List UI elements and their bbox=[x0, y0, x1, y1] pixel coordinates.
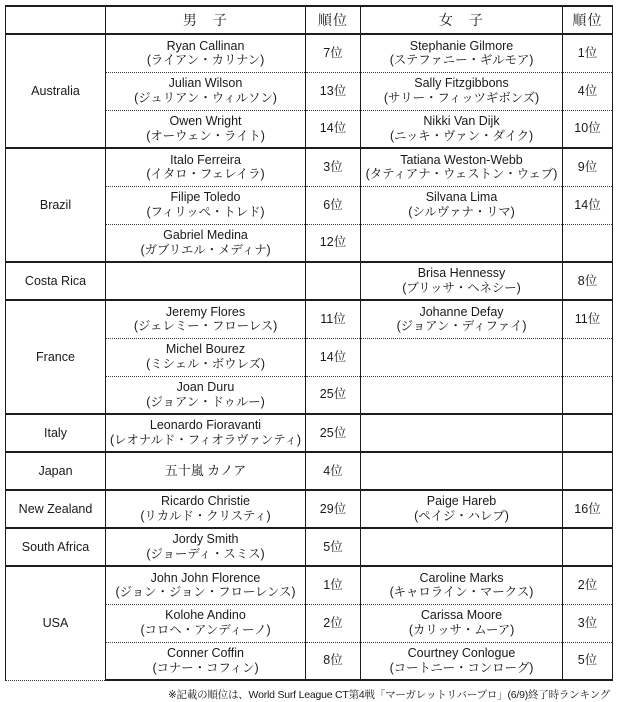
women-name-cell bbox=[361, 186, 563, 224]
men-name-en: 五十嵐 カノア bbox=[164, 463, 247, 479]
men-name-cell bbox=[106, 452, 306, 490]
men-name-en: Julian Wilson bbox=[168, 76, 243, 91]
men-name-cell bbox=[106, 642, 306, 680]
men-name-jp: (レオナルド・フィオラヴァンティ) bbox=[110, 433, 301, 447]
men-name-en: Jordy Smith bbox=[172, 532, 239, 547]
men-name-jp: (イタロ・フェレイラ) bbox=[146, 167, 265, 182]
table-row bbox=[6, 452, 613, 490]
men-name-jp: (フィリッぺ・トレド) bbox=[146, 205, 265, 219]
women-name-en: Caroline Marks bbox=[419, 570, 504, 585]
men-name-jp: (ジョーディ・スミス) bbox=[146, 547, 265, 561]
men-name-cell bbox=[106, 186, 306, 224]
women-name-cell bbox=[361, 110, 563, 148]
women-rank-cell: 2位 bbox=[563, 566, 613, 604]
women-rank-cell: 11位 bbox=[563, 300, 613, 338]
country-cell: Costa Rica bbox=[6, 262, 106, 300]
men-name-cell bbox=[106, 148, 306, 186]
women-rank-cell: 14位 bbox=[563, 186, 613, 224]
women-name-jp: (キャロライン・マークス) bbox=[389, 585, 534, 600]
men-name-cell bbox=[106, 34, 306, 72]
table-row bbox=[6, 414, 613, 452]
women-name-cell bbox=[361, 34, 563, 72]
men-rank-cell: 11位 bbox=[306, 300, 361, 338]
country-cell: Italy bbox=[6, 414, 106, 452]
men-name-jp: (ジェレミー・フローレス) bbox=[133, 319, 278, 334]
table-row bbox=[6, 528, 613, 566]
men-name-en: Jeremy Flores bbox=[165, 304, 246, 319]
men-rank-cell: 12位 bbox=[306, 224, 361, 262]
men-name-en: Leonardo Fioravanti bbox=[149, 418, 262, 433]
women-rank-cell: 4位 bbox=[563, 72, 613, 110]
men-name-en: Michel Bourez bbox=[165, 342, 246, 357]
men-rank-cell: 4位 bbox=[306, 452, 361, 490]
women-name-cell bbox=[361, 566, 563, 604]
women-name-jp: (ペイジ・ハレブ) bbox=[414, 509, 509, 523]
women-rank-cell: 1位 bbox=[563, 34, 613, 72]
surfer-roster-table bbox=[5, 5, 613, 681]
men-name-en: John John Florence bbox=[150, 570, 261, 585]
header-women: 女 子 bbox=[361, 6, 563, 34]
men-name-en: Ryan Callinan bbox=[166, 38, 245, 53]
women-name-cell bbox=[361, 490, 563, 528]
men-rank-cell: 5位 bbox=[306, 528, 361, 566]
men-rank-cell: 3位 bbox=[306, 148, 361, 186]
men-name-en: Joan Duru bbox=[176, 380, 235, 394]
men-rank-cell: 14位 bbox=[306, 338, 361, 376]
women-name-en: Johanne Defay bbox=[419, 304, 504, 319]
country-cell: France bbox=[6, 300, 106, 414]
table-row bbox=[6, 300, 613, 338]
men-rank-cell: 7位 bbox=[306, 34, 361, 72]
women-name-en: Paige Hareb bbox=[426, 494, 497, 509]
country-cell: Japan bbox=[6, 452, 106, 490]
women-rank-cell: 8位 bbox=[563, 262, 613, 300]
header-men: 男 子 bbox=[106, 6, 306, 34]
women-rank-cell bbox=[563, 528, 613, 566]
table-body bbox=[6, 34, 613, 680]
men-name-en: Gabriel Medina bbox=[163, 228, 248, 242]
women-rank-cell bbox=[563, 338, 613, 376]
men-name-jp: (リカルド・クリスティ) bbox=[140, 509, 271, 523]
women-name-jp: (ステファニー・ギルモア) bbox=[389, 53, 534, 68]
header-country bbox=[6, 6, 106, 34]
country-cell: Australia bbox=[6, 34, 106, 148]
women-rank-cell: 16位 bbox=[563, 490, 613, 528]
men-name-jp: (ミシェル・ボウレズ) bbox=[146, 357, 265, 371]
table-row bbox=[6, 34, 613, 72]
men-name-en: Ricardo Christie bbox=[161, 494, 250, 509]
women-name-en: Nikki Van Dijk bbox=[423, 114, 500, 128]
women-rank-cell: 3位 bbox=[563, 604, 613, 642]
header-rank-men: 順位 bbox=[306, 6, 361, 34]
women-name-cell bbox=[361, 300, 563, 338]
women-name-cell bbox=[361, 72, 563, 110]
men-name-en: Kolohe Andino bbox=[165, 608, 246, 623]
women-rank-cell bbox=[563, 452, 613, 490]
men-name-jp: (ガブリエル・メディナ) bbox=[140, 242, 271, 257]
country-cell: South Africa bbox=[6, 528, 106, 566]
men-name-jp: (ジョアン・ドゥルー) bbox=[146, 394, 265, 409]
table-row bbox=[6, 262, 613, 300]
women-name-cell bbox=[361, 414, 563, 452]
women-name-cell bbox=[361, 452, 563, 490]
women-rank-cell: 9位 bbox=[563, 148, 613, 186]
women-rank-cell bbox=[563, 376, 613, 414]
table-row bbox=[6, 148, 613, 186]
men-name-cell bbox=[106, 414, 306, 452]
footnote: ※記載の順位は、World Surf League CT第4戦「マーガレットリバープロ」(6/9)終了時ランキング bbox=[167, 689, 610, 701]
women-name-jp: (タティアナ・ウェストン・ウェブ) bbox=[365, 167, 558, 182]
men-name-jp: (オーウェン・ライト) bbox=[146, 128, 265, 143]
women-name-jp: (シルヴァナ・リマ) bbox=[408, 205, 515, 219]
men-name-en: Conner Coffin bbox=[167, 646, 244, 660]
men-name-cell bbox=[106, 224, 306, 262]
men-name-cell bbox=[106, 604, 306, 642]
men-name-jp: (コナー・コフィン) bbox=[152, 660, 259, 675]
table-header bbox=[6, 6, 613, 34]
men-name-cell bbox=[106, 72, 306, 110]
women-name-cell bbox=[361, 224, 563, 262]
men-rank-cell: 1位 bbox=[306, 566, 361, 604]
header-row bbox=[6, 6, 613, 34]
men-name-en: Owen Wright bbox=[169, 114, 242, 128]
men-rank-cell: 8位 bbox=[306, 642, 361, 680]
header-rank-women: 順位 bbox=[563, 6, 613, 34]
men-name-jp: (コロヘ・アンディーノ) bbox=[140, 623, 271, 637]
women-rank-cell bbox=[563, 224, 613, 262]
men-name-cell bbox=[106, 490, 306, 528]
men-name-en: Italo Ferreira bbox=[170, 152, 241, 167]
women-name-en: Carissa Moore bbox=[420, 608, 503, 623]
men-name-en: Filipe Toledo bbox=[170, 190, 241, 205]
country-cell: USA bbox=[6, 566, 106, 680]
women-name-jp: (ジョアン・ディファイ) bbox=[396, 319, 527, 334]
women-name-jp: (カリッサ・ムーア) bbox=[408, 623, 515, 637]
women-name-jp: (サリー・フィッツギボンズ) bbox=[383, 91, 540, 105]
men-rank-cell: 13位 bbox=[306, 72, 361, 110]
women-name-cell bbox=[361, 376, 563, 414]
women-name-en: Silvana Lima bbox=[425, 190, 498, 205]
men-rank-cell: 29位 bbox=[306, 490, 361, 528]
men-rank-cell: 25位 bbox=[306, 376, 361, 414]
men-name-cell bbox=[106, 566, 306, 604]
men-name-cell bbox=[106, 528, 306, 566]
men-rank-cell: 6位 bbox=[306, 186, 361, 224]
men-rank-cell: 14位 bbox=[306, 110, 361, 148]
women-name-jp: (ブリッサ・ヘネシー) bbox=[402, 281, 521, 295]
women-name-cell bbox=[361, 642, 563, 680]
women-name-cell bbox=[361, 148, 563, 186]
men-name-jp: (ジョン・ジョン・フローレンス) bbox=[115, 585, 296, 600]
women-name-cell bbox=[361, 262, 563, 300]
women-rank-cell bbox=[563, 414, 613, 452]
women-name-cell bbox=[361, 338, 563, 376]
women-rank-cell: 10位 bbox=[563, 110, 613, 148]
women-name-en: Stephanie Gilmore bbox=[409, 38, 514, 53]
men-name-cell bbox=[106, 338, 306, 376]
women-name-en: Sally Fitzgibbons bbox=[414, 76, 509, 91]
men-rank-cell bbox=[306, 262, 361, 300]
men-name-cell bbox=[106, 300, 306, 338]
women-name-jp: (ニッキ・ヴァン・ダイク) bbox=[389, 128, 534, 143]
men-rank-cell: 25位 bbox=[306, 414, 361, 452]
men-name-jp: (ジュリアン・ウィルソン) bbox=[134, 91, 277, 105]
women-rank-cell: 5位 bbox=[563, 642, 613, 680]
women-name-jp: (コートニー・コンローグ) bbox=[389, 660, 534, 675]
country-cell: New Zealand bbox=[6, 490, 106, 528]
men-name-jp: (ライアン・カリナン) bbox=[146, 53, 265, 68]
men-name-cell bbox=[106, 376, 306, 414]
women-name-en: Courtney Conlogue bbox=[407, 646, 516, 660]
men-name-cell bbox=[106, 110, 306, 148]
women-name-cell bbox=[361, 604, 563, 642]
men-rank-cell: 2位 bbox=[306, 604, 361, 642]
country-cell: Brazil bbox=[6, 148, 106, 262]
men-name-cell bbox=[106, 262, 306, 300]
women-name-cell bbox=[361, 528, 563, 566]
table-row bbox=[6, 566, 613, 604]
table-row bbox=[6, 490, 613, 528]
women-name-en: Brisa Hennessy bbox=[417, 266, 506, 281]
women-name-en: Tatiana Weston-Webb bbox=[400, 152, 523, 167]
